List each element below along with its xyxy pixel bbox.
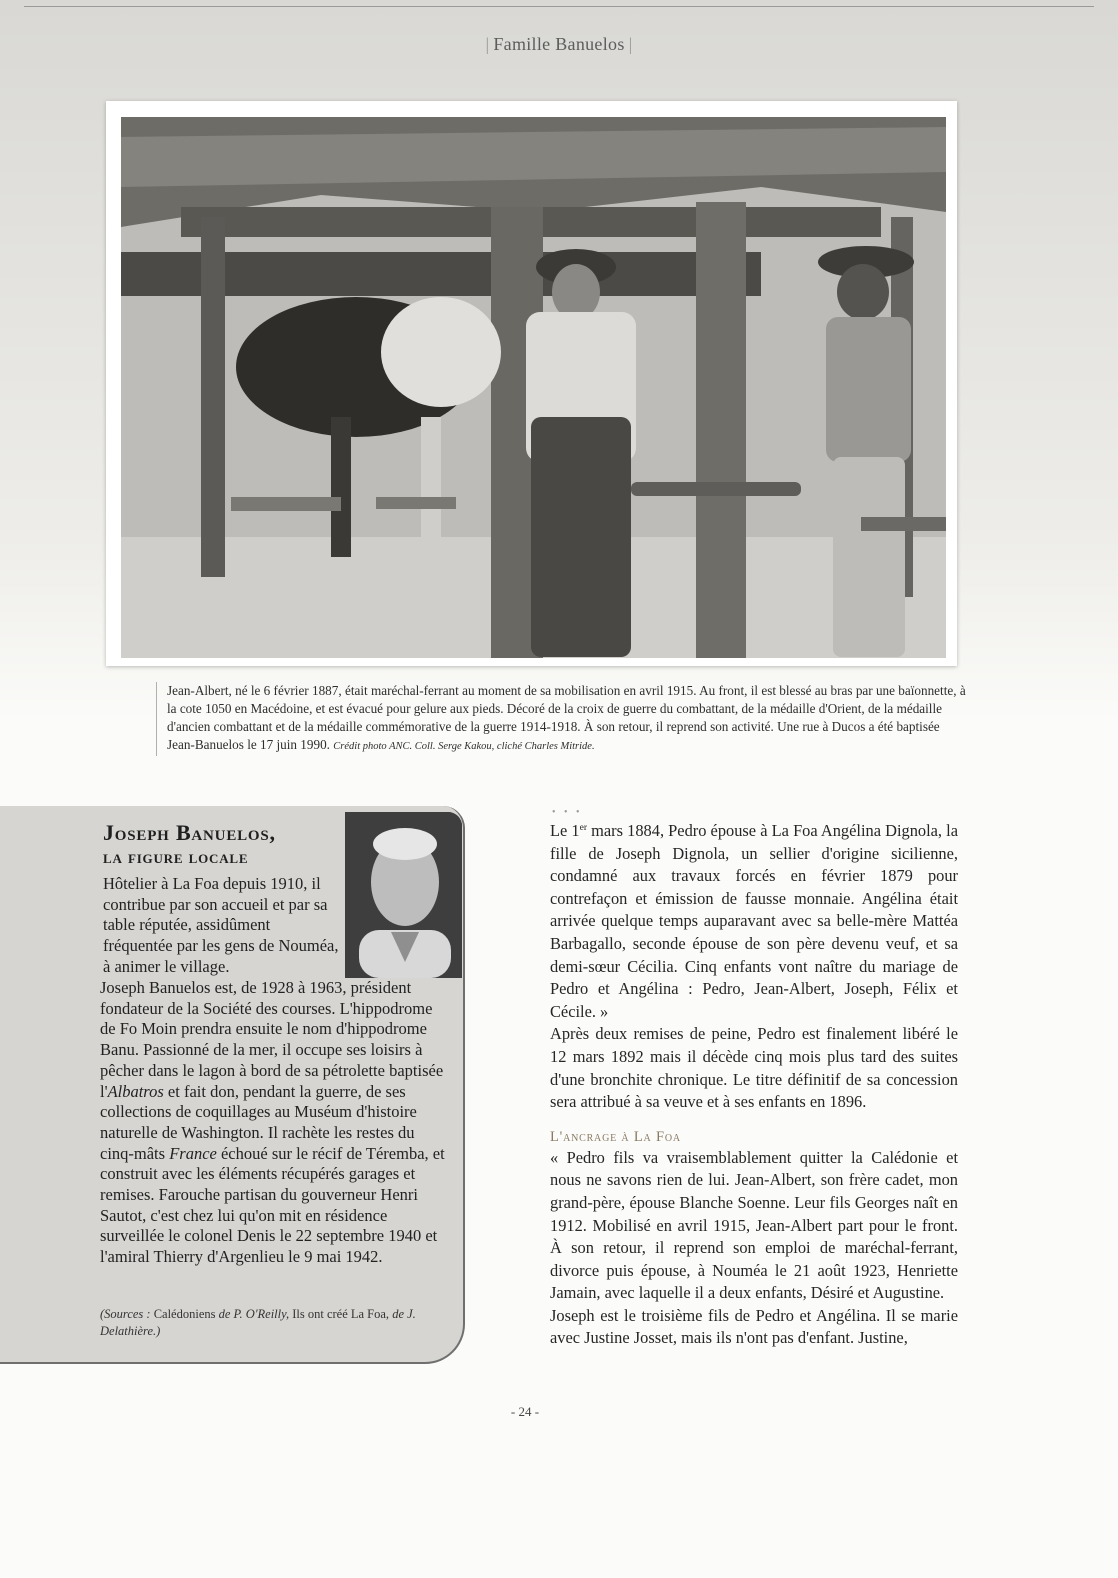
sidebar-body bbox=[100, 978, 452, 1268]
sources-a: (Sources : bbox=[100, 1307, 154, 1321]
sources-c: de P. O'Reilly, bbox=[215, 1307, 293, 1321]
sidebar-intro: Hôtelier à La Foa depuis 1910, il contribue par son accueil et par sa table réputée, assidûment fréquentée par les gens de Nouméa, à animer le village. bbox=[103, 874, 339, 976]
caption-text: Jean-Albert, né le 6 février 1887, était maréchal-ferrant au moment de sa mobilisation en avril 1915. Au front, il est blessé au bras par une baïonnette, à la cote 1050 en Macédoine, et est évacué pour gelure aux pieds. Décoré de la croix de guerre du combattant, de la médaille d'Orient, de la médaille d'ancien combattant et de la médaille commémorative de la guerre 1914-1918. À son retour, il reprend son activité. Une rue à Ducos a été baptisée Jean-Banuelos le 17 juin 1990. bbox=[167, 683, 966, 752]
p1-start: Le 1 bbox=[550, 821, 580, 840]
sidebar-body-part2: et fait don, pendant la guerre, de ses collections de coquillages au Muséum d'histoire naturelle de Washington. Il rachète les restes du cinq-mâts bbox=[100, 1081, 417, 1163]
sources-b: Calédoniens bbox=[153, 1307, 216, 1321]
sidebar-title-line1: Joseph Banuelos, bbox=[103, 820, 276, 845]
photo-credit: Crédit photo ANC. Coll. Serge Kakou, cliché Charles Mitride. bbox=[333, 741, 595, 752]
historical-photo-farriers-icon bbox=[121, 117, 946, 658]
paragraph-4: Joseph est le troisième fils de Pedro et Angélina. Il se marie avec Justine Josset, mais ils n'ont pas d'enfant. Justine, bbox=[550, 1305, 958, 1348]
top-rule bbox=[24, 6, 1094, 7]
running-header bbox=[0, 34, 1118, 55]
photo-caption bbox=[156, 682, 967, 756]
p1-rest: mars 1884, Pedro épouse à La Foa Angélina Dignola, la fille de Joseph Dignola, un sellier d'origine sicilienne, condamné aux travaux forcés en février 1879 pour contrefaçon et émission de fausse monnaie. Angélina était arrivée quelque temps auparavant avec sa belle-mère Mattéa Barbagallo, seconde épouse de son père devenu veuf, et sa demi-sœur Cécilia. Cinq enfants vont naître du mariage de Pedro et Angélina : Pedro, Jean-Albert, Joseph, Félix et Cécile. » bbox=[550, 821, 958, 1021]
running-title: Famille Banuelos bbox=[493, 34, 625, 54]
section-heading: L'ancrage à La Foa bbox=[550, 1128, 681, 1145]
sidebar-body-part1: Joseph Banuelos est, de 1928 à 1963, président fondateur de la Société des courses. L'hippodrome de Fo Moin prendra ensuite le nom d'hippodrome Banu. Passionné de la mer, il occupe ses loisirs à pêcher dans le lagon à bord de sa pétrolette baptisée l' bbox=[100, 978, 444, 1101]
portrait-icon bbox=[345, 812, 462, 978]
paragraph-2: Après deux remises de peine, Pedro est finalement libéré le 12 mars 1892 mais il décède cinq mois plus tard des suites d'une bronchite chronique. Le titre définitif de sa concession sera attribué à sa veuve et à ses enfants en 1896. bbox=[550, 1024, 958, 1112]
paragraph-1 bbox=[550, 820, 958, 1023]
sidebar-sources bbox=[100, 1306, 430, 1339]
sources-e: de J. Delathière.) bbox=[100, 1307, 416, 1338]
paragraph-3: « Pedro fils va vraisemblablement quitter la Calédonie et nous ne savons rien de lui. Jean-Albert, son frère cadet, mon grand-père, épouse Blanche Soenne. Leur fils Georges naît en 1912. Mobilisé en avril 1915, Jean-Albert part pour le front. À son retour, il reprend son emploi de maréchal-ferrant, divorce puis épouse, à Nouméa le 21 août 1923, Henriette Jamain, avec laquelle il a deux enfants, Désiré et Augustine. bbox=[550, 1147, 958, 1303]
historical-photo bbox=[121, 117, 946, 658]
page-number: - 24 - bbox=[510, 1404, 540, 1419]
sidebar-title bbox=[103, 820, 276, 870]
boat-name: Albatros bbox=[107, 1081, 164, 1101]
sidebar-title-line2: la figure locale bbox=[103, 847, 249, 867]
ship-name: France bbox=[169, 1143, 217, 1163]
portrait-photo bbox=[345, 812, 462, 978]
p1-superscript: er bbox=[579, 823, 588, 833]
sources-d: Ils ont créé La Foa, bbox=[292, 1307, 390, 1321]
main-column bbox=[550, 820, 958, 1350]
sidebar-body-part3: échoué sur le récif de Téremba, et construit avec les éléments récupérés garages et remises. Farouche partisan du gouverneur Henri Sautot, c'est chez lui qu'on mit en résidence surveillée le colonel Denis le 22 septembre 1940 et l'amiral Thierry d'Argenlieu le 9 mai 1942. bbox=[100, 1143, 445, 1267]
header-bar-left: | bbox=[485, 34, 490, 54]
ornament-dots: • • • bbox=[552, 807, 583, 818]
header-bar-right: | bbox=[628, 34, 633, 54]
